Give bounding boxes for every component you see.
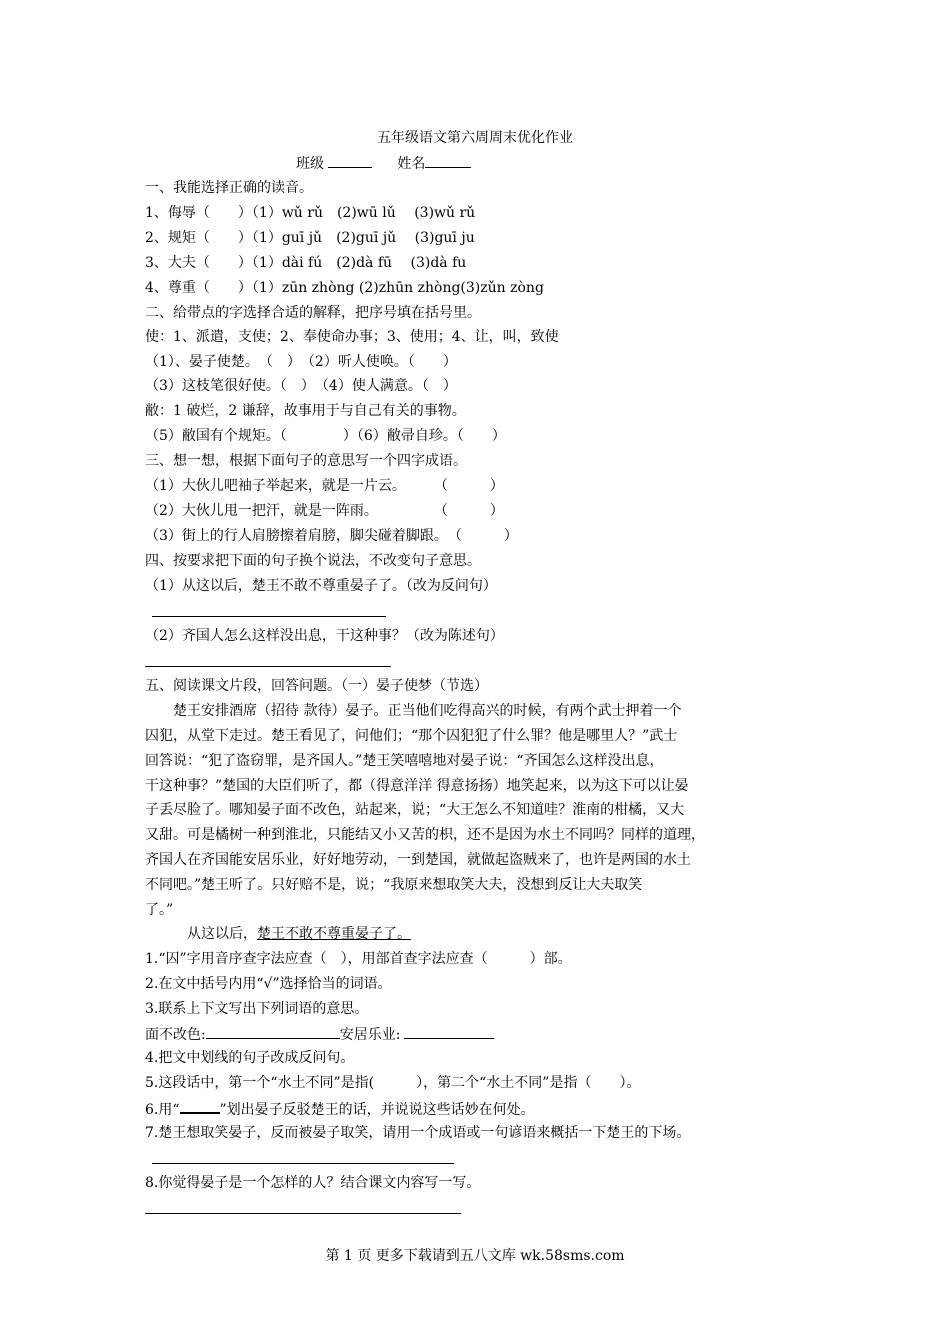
class-name-line — [296, 153, 471, 173]
s5-question-6 — [145, 1098, 535, 1118]
answer-blank — [404, 1024, 494, 1039]
s1-item: 3、大夫（ ）（1）dài fú (2)dà fū (3)dà fu — [145, 255, 467, 271]
answer-line — [145, 1213, 461, 1214]
s1-item: 2、规矩（ ）（1）guī jǔ (2)guī jǔ (3)guī ju — [145, 230, 475, 246]
page-footer: 第 1 页 更多下载请到五八文库 wk.58sms.com — [325, 1248, 625, 1264]
s5-question-1: 1.“囚”字用音序查字法应查（ ），用部首查字法应查（ ）部。 — [145, 951, 572, 967]
answer-line — [152, 1163, 454, 1164]
s3-item: （1）大伙儿吧袖子举起来，就是一片云。 （ ） — [145, 478, 504, 494]
class-label: 班级 — [296, 156, 324, 172]
term-anjuleye: 安居乐业: — [339, 1027, 401, 1043]
answer-line — [145, 666, 391, 667]
name-label: 姓名 — [397, 156, 426, 172]
passage-line: 了。” — [145, 902, 174, 918]
passage-line: 齐国人在齐国能安居乐业，好好地劳动，一到楚国，就做起盗贼来了，也许是两国的水土 — [145, 852, 691, 868]
s1-item: 1、侮辱（ ）（1）wǔ rǔ (2)wū lǔ (3)wǔ rǔ — [145, 205, 476, 221]
s2-question: （3）这枝笔很好使。（ ） （4）使人满意。（ ） — [145, 378, 457, 394]
passage-line: 楚王安排酒席（招待 款待）晏子。正当他们吃得高兴的时候，有两个武士押着一个 — [145, 703, 682, 719]
section4-heading: 四、按要求把下面的句子换个说法，不改变句子意思。 — [145, 553, 481, 569]
term-mianbugaise: 面不改色: — [145, 1027, 206, 1043]
s2-definition-bi: 敝：1 破烂，2 谦辞，故事用于与自己有关的事物。 — [145, 403, 466, 419]
s2-question: （1）、晏子使楚。 （ ） （2）听人使唤。（ ） — [145, 354, 457, 370]
section3-heading: 三、想一想，根据下面句子的意思写一个四字成语。 — [145, 453, 467, 469]
class-blank — [328, 153, 372, 168]
section1-heading: 一、我能选择正确的读音。 — [145, 180, 313, 196]
s5-question-5: 5.这段话中，第一个“水土不同”是指( ），第二个“水土不同”是指（ ）。 — [145, 1075, 641, 1091]
passage-line: 不同吧。”楚王听了。只好赔不是，说；“我原来想取笑大夫，没想到反让大夫取笑 — [145, 877, 643, 893]
s5-question-3: 3.联系上下文写出下列词语的意思。 — [145, 1001, 369, 1017]
s4-question: （1）从这以后，楚王不敢不尊重晏子了。（改为反问句） — [145, 578, 497, 594]
q6-suffix: ”划出晏子反驳楚王的话，并说说这些话妙在何处。 — [219, 1102, 535, 1118]
s5-question-4: 4.把文中划线的句子改成反问句。 — [145, 1050, 355, 1066]
passage-line: 囚犯，从堂下走过。楚王看见了，问他们；“那个囚犯犯了什么罪？他是哪里人？”武士 — [145, 728, 678, 744]
answer-blank — [206, 1024, 340, 1039]
s5-question-8: 8.你觉得晏子是一个怎样的人？结合课文内容写一写。 — [145, 1175, 481, 1191]
underlined-sentence: 楚王不敢不尊重晏子了。 — [257, 926, 411, 942]
passage-line: 又甜。可是橘树一种到淮北，只能结又小又苦的枳，还不是因为水土不同吗？同样的道理， — [145, 827, 705, 843]
s2-definition-shi: 使：1、派遣，支使；2、奉使命办事；3、使用；4、让，叫，致使 — [145, 329, 559, 345]
section2-heading: 二、给带点的字选择合适的解释，把序号填在括号里。 — [145, 305, 481, 321]
s3-item: （3）街上的行人肩膀擦着肩膀，脚尖碰着脚跟。 （ ） — [145, 528, 518, 544]
name-blank — [425, 153, 471, 168]
passage-line: 回答说：“犯了盗窃罪，是齐国人。”楚王笑嘻嘻地对晏子说：“齐国怎么这样没出息， — [145, 753, 664, 769]
q6-prefix: 6.用“ — [145, 1102, 180, 1118]
page-title: 五年级语文第六周周末优化作业 — [377, 130, 573, 146]
section5-heading: 五、阅读课文片段，回答问题。（一）晏子使梦（节选） — [145, 678, 488, 694]
s5-question-2: 2.在文中括号内用“√”选择恰当的词语。 — [145, 976, 392, 992]
s5-question-7: 7.楚王想取笑晏子，反而被晏子取笑，请用一个成语或一句谚语来概括一下楚王的下场。 — [145, 1125, 691, 1141]
s1-item: 4、尊重（ ）（1）zūn zhòng (2)zhūn zhòng(3)zǔn zòng — [145, 280, 544, 296]
s4-question: （2）齐国人怎么这样没出息，干这种事？（改为陈述句） — [145, 628, 504, 644]
passage-last-line — [145, 924, 411, 944]
s2-question: （5）敝国有个规矩。（ ）（6）敝帚自珍。（ ） — [145, 428, 506, 444]
s5-question-3-items — [145, 1024, 494, 1044]
s3-item: （2）大伙儿甩一把汗，就是一阵雨。 （ ） — [145, 503, 504, 519]
passage-last-prefix: 从这以后， — [145, 926, 257, 942]
passage-line: 干这种事？”楚国的大臣们听了，都（得意洋洋 得意扬扬）地笑起来，以为这下可以让晏 — [145, 778, 689, 794]
underline-mark — [180, 1098, 220, 1114]
answer-line — [152, 616, 386, 617]
passage-line: 子丢尽脸了。哪知晏子面不改色，站起来，说；“大王怎么不知道哇？淮南的柑橘，又大 — [145, 802, 685, 818]
